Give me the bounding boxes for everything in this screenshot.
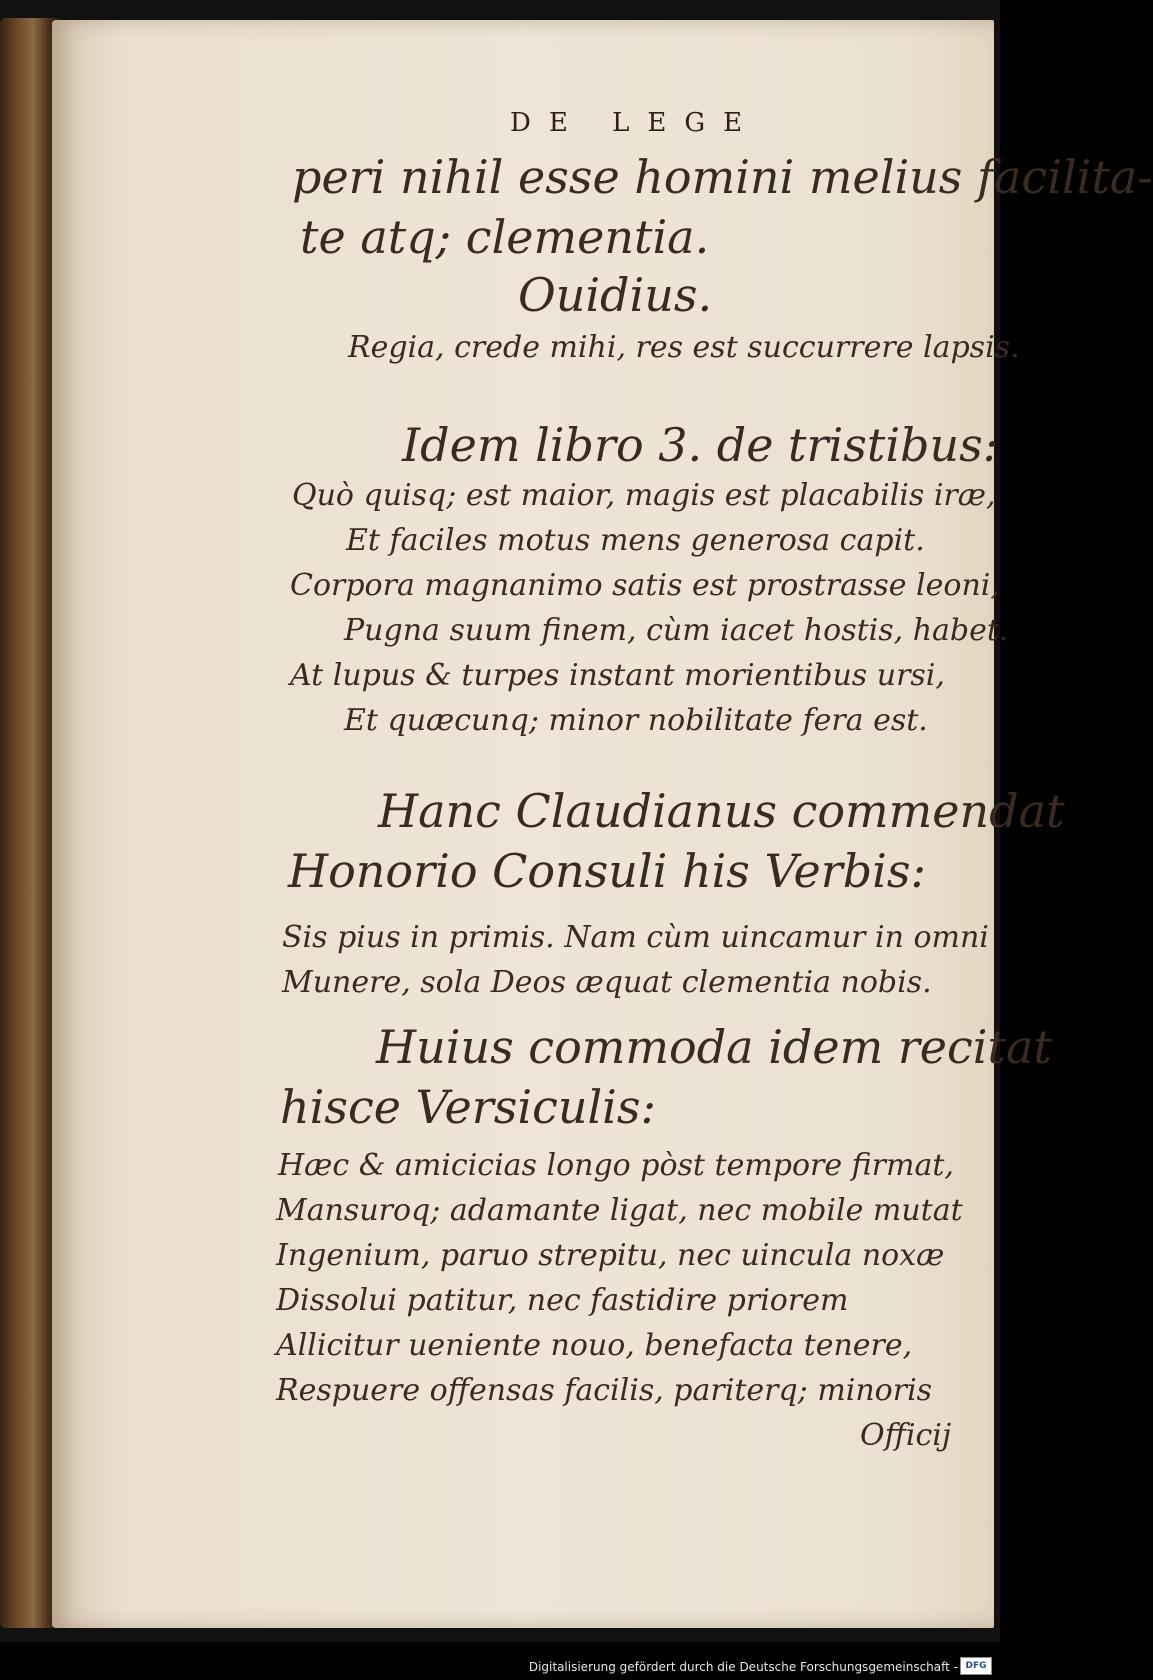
verse-line: Sis pius in primis. Nam cùm uincamur in omni xyxy=(282,920,989,955)
section-heading: Hanc Claudianus commendat xyxy=(378,784,1065,838)
verse-line: Mansuroq; adamante ligat, nec mobile mutat xyxy=(276,1193,963,1228)
verse-line: Munere, sola Deos æquat clementia nobis. xyxy=(282,965,932,1000)
verse-line: Dissolui patitur, nec fastidire priorem xyxy=(276,1283,849,1318)
page-edge xyxy=(0,18,60,1628)
funding-credit: Digitalisierung gefördert durch die Deutsche Forschungsgemeinschaft - xyxy=(528,1660,958,1674)
verse-line: Quò quisq; est maior, magis est placabilis iræ, xyxy=(292,478,996,513)
section-heading: Honorio Consuli his Verbis: xyxy=(288,844,926,898)
text-line: te atq; clementia. xyxy=(300,210,710,264)
running-head: DE LEGE xyxy=(510,108,761,138)
verse-line: Hæc & amicicias longo pòst tempore firmat, xyxy=(278,1148,954,1183)
verse-line: Regia, crede mihi, res est succurrere lapsis. xyxy=(348,330,1020,365)
verse-line: Et quæcunq; minor nobilitate fera est. xyxy=(344,703,928,738)
text-line: peri nihil esse homini melius facilita- xyxy=(292,150,1153,204)
section-heading: Idem libro 3. de tristibus: xyxy=(402,418,999,472)
verse-line: Ingenium, paruo strepitu, nec uincula noxæ xyxy=(276,1238,945,1273)
catchword: Officij xyxy=(860,1418,952,1453)
verse-line: Corpora magnanimo satis est prostrasse leoni, xyxy=(290,568,1000,603)
section-heading: Huius commoda idem recitat xyxy=(376,1020,1052,1074)
section-heading: Ouidius. xyxy=(518,268,713,322)
verse-line: Respuere offensas facilis, pariterq; minoris xyxy=(276,1373,933,1408)
section-heading: hisce Versiculis: xyxy=(280,1080,656,1134)
dfg-logo: DFG xyxy=(960,1657,992,1675)
verse-line: Pugna suum finem, cùm iacet hostis, habet. xyxy=(344,613,1009,648)
verse-line: Allicitur ueniente nouo, benefacta tenere, xyxy=(276,1328,913,1363)
verse-line: At lupus & turpes instant morientibus ursi, xyxy=(290,658,945,693)
verse-line: Et faciles motus mens generosa capit. xyxy=(346,523,925,558)
